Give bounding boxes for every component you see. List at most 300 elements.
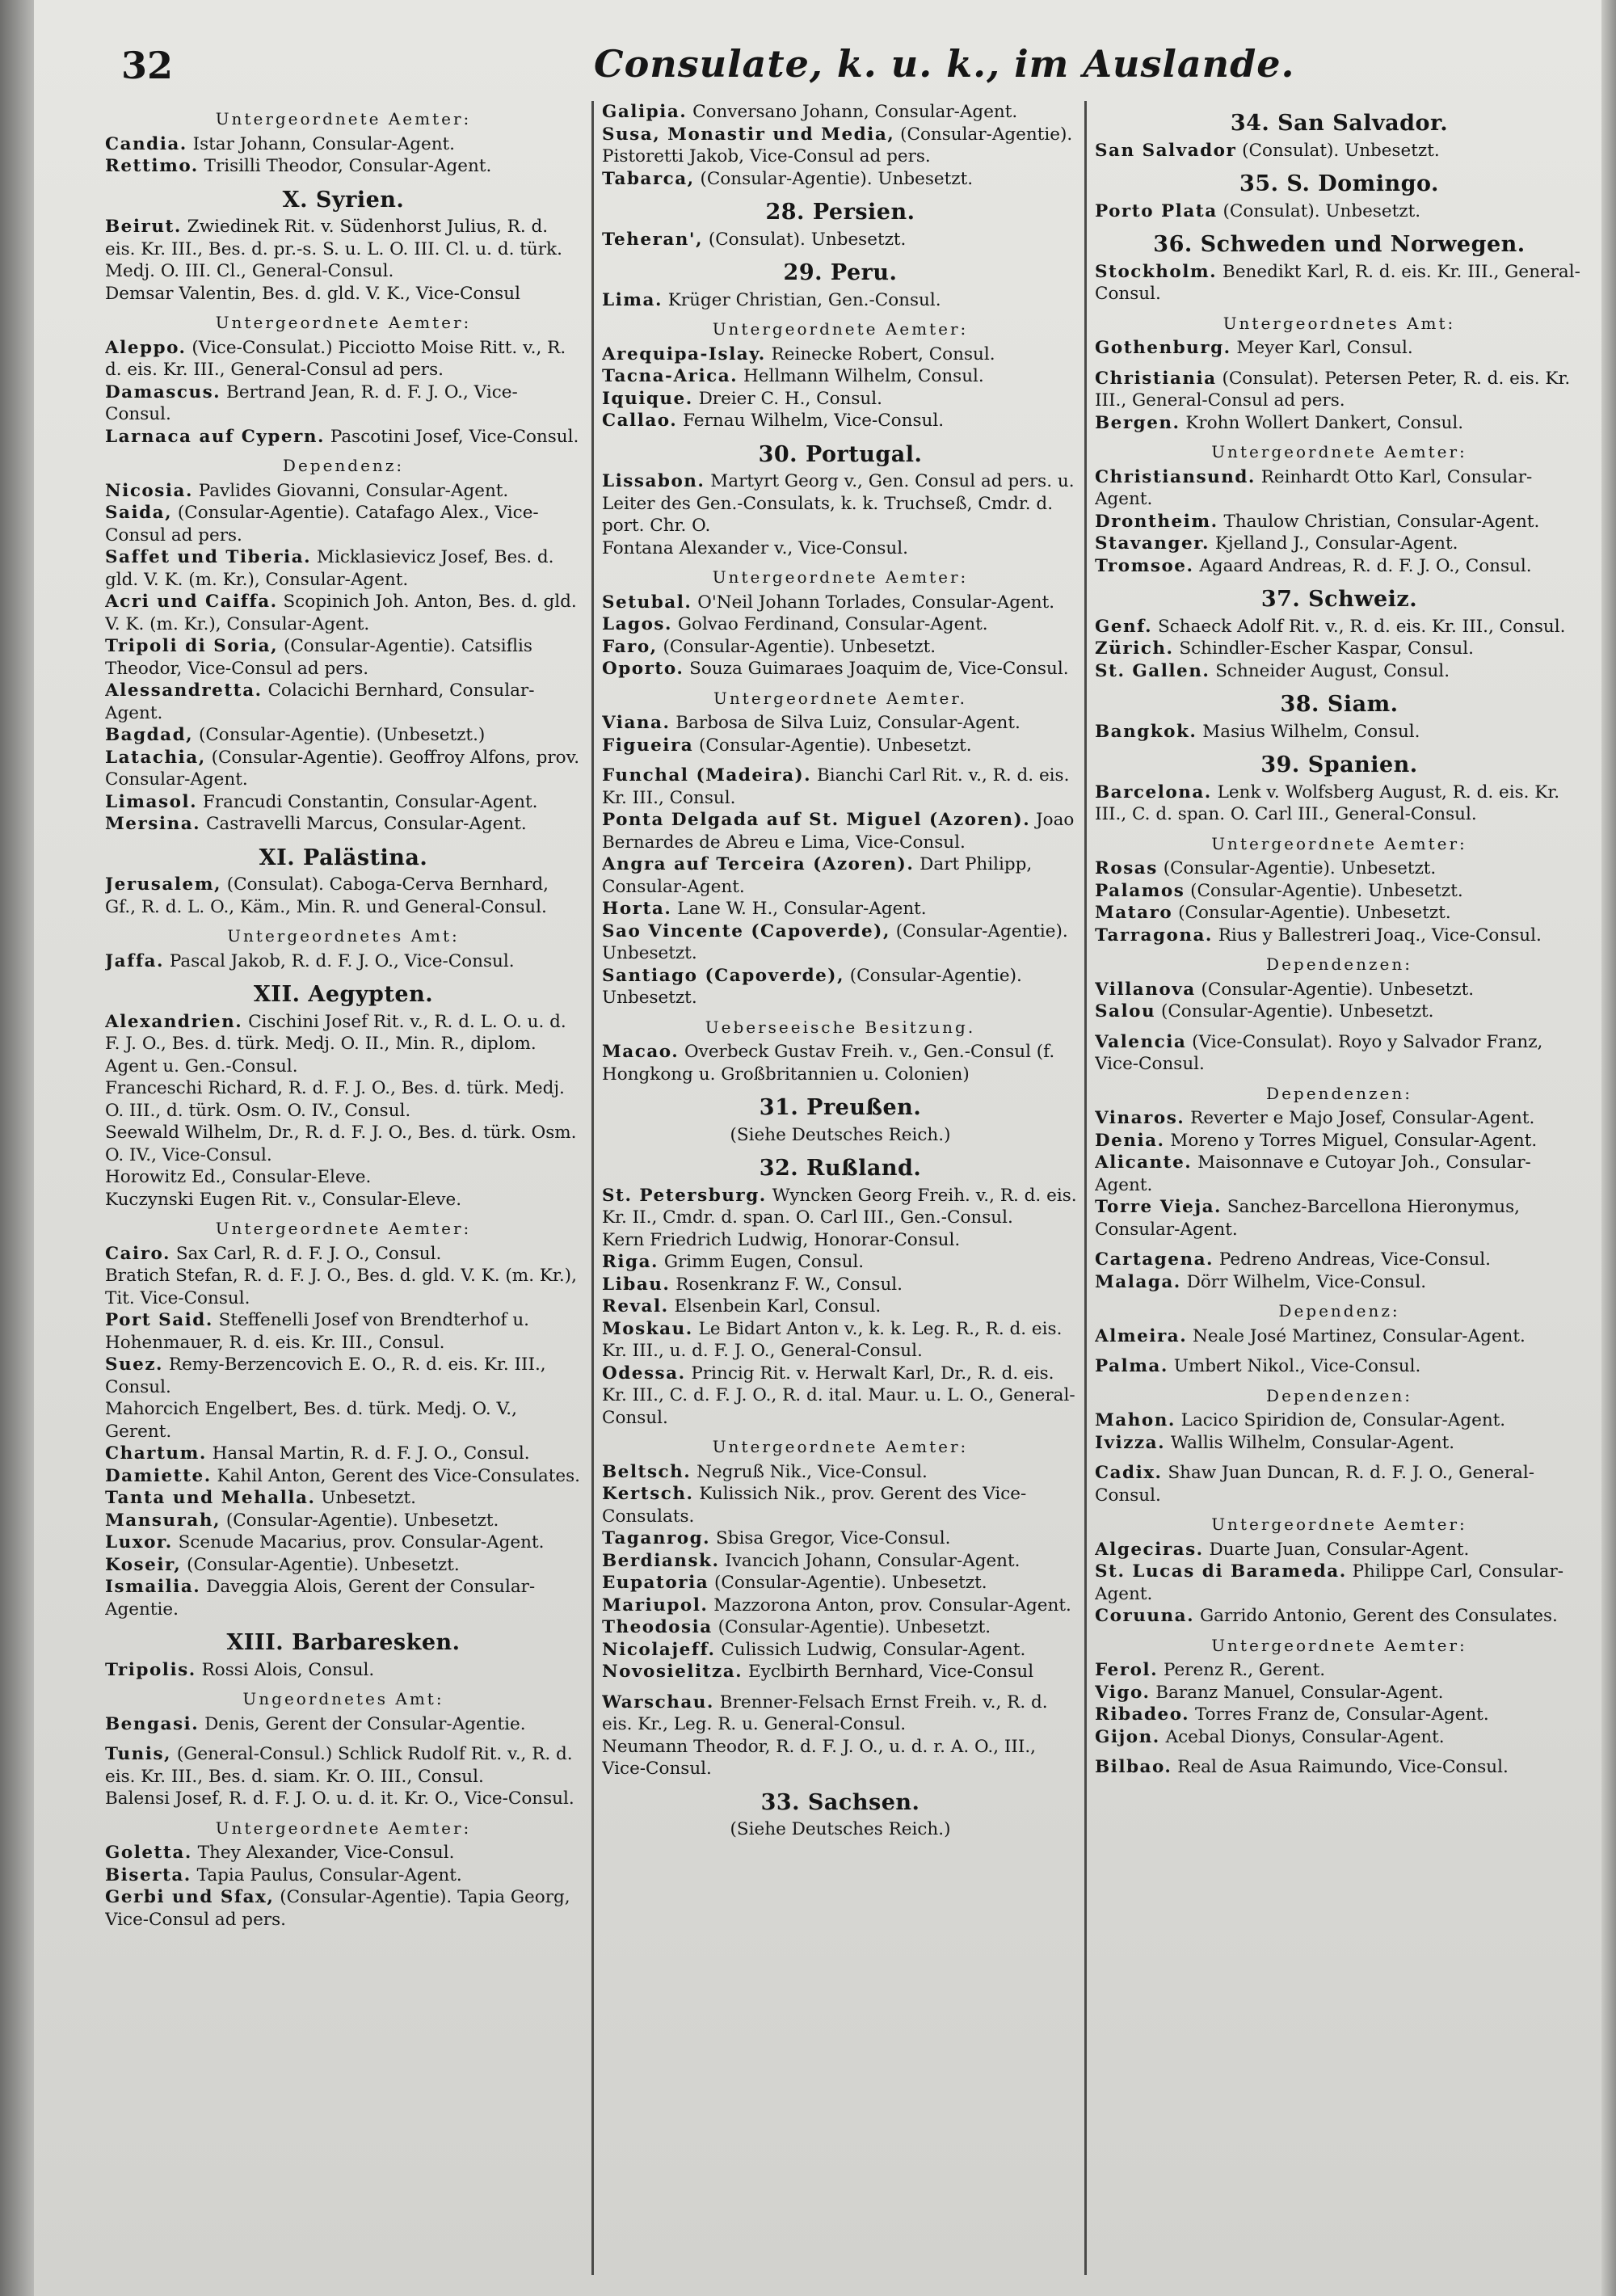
entry-place: Latachia,	[105, 747, 206, 768]
spacer	[1095, 1748, 1584, 1756]
entry-text: Wallis Wilhelm, Consular-Agent.	[1170, 1432, 1455, 1453]
entry-text: Kjelland J., Consular-Agent.	[1214, 533, 1458, 554]
directory-entry	[602, 1229, 1079, 1252]
entry-text: (Consular-Agentie). Catsiflis Theodor, Vice-Consul ad pers.	[105, 636, 532, 679]
directory-entry	[602, 809, 1079, 853]
directory-entry	[105, 680, 582, 724]
spacer	[105, 1735, 582, 1743]
entry-place: Faro,	[602, 636, 658, 657]
entry-place: Tarragona.	[1095, 925, 1213, 946]
directory-entry	[602, 1274, 1079, 1296]
entry-text: Lane W. H., Consular-Agent.	[677, 899, 927, 919]
entry-text: (Consulat). Unbesetzt.	[1223, 200, 1421, 221]
directory-entry	[602, 1572, 1079, 1595]
entry-text: Schaeck Adolf Rit. v., R. d. eis. Kr. III., Consul.	[1157, 616, 1566, 637]
entry-place: Eupatoria	[602, 1573, 709, 1593]
entry-text: Kuczynski Eugen Rit. v., Consular-Eleve.	[105, 1189, 462, 1210]
directory-entry	[602, 1691, 1079, 1736]
entry-text: Wyncken Georg Freih. v., R. d. eis. Kr. II., Cmdr. d. span. O. Carl III., Gen.-Consul.	[602, 1185, 1077, 1228]
entry-text: Overbeck Gustav Freih. v., Gen.-Consul (f. Hongkong u. Großbritannien u. Colonien)	[602, 1042, 1055, 1085]
entry-text: (Consular-Agentie). Unbesetzt.	[602, 965, 1022, 1008]
entry-place: Tripolis.	[105, 1659, 196, 1680]
entry-place: Alicante.	[1095, 1152, 1193, 1173]
directory-entry	[1095, 555, 1584, 578]
entry-place: Angra auf Terceira (Azoren).	[602, 854, 915, 874]
directory-entry	[105, 747, 582, 791]
entry-place: Damiette.	[105, 1465, 212, 1486]
entry-text: Daveggia Alois, Gerent der Consular-Agentie.	[105, 1577, 536, 1620]
entry-place: Tacna-Arica.	[602, 366, 739, 386]
cross-reference-note: (Siehe Deutsches Reich.)	[730, 1819, 951, 1839]
directory-entry	[1095, 721, 1584, 744]
entry-text: Garrido Antonio, Gerent des Consulates.	[1199, 1606, 1558, 1626]
section-heading: 31. Preußen.	[759, 1095, 922, 1120]
directory-entry	[1095, 1561, 1584, 1605]
entry-text: Pascal Jakob, R. d. F. J. O., Vice-Consul.	[169, 950, 515, 971]
directory-entry	[1095, 466, 1584, 511]
entry-text: (Consular-Agentie). Unbesetzt.	[714, 1573, 987, 1593]
directory-entry	[105, 1886, 582, 1931]
entry-text: Torres Franz de, Consular-Agent.	[1195, 1704, 1489, 1725]
directory-entry	[105, 1743, 582, 1788]
directory-entry	[105, 1265, 582, 1309]
entry-place: Nicolajeff.	[602, 1639, 716, 1660]
entry-text: (Consulat). Unbesetzt.	[708, 229, 907, 250]
entry-text: Tapia Paulus, Consular-Agent.	[196, 1864, 462, 1885]
entry-place: Nicosia.	[105, 480, 193, 501]
entry-text: (Consular-Agentie). Unbesetzt.	[1163, 858, 1437, 878]
entry-text: (Vice-Consulat.) Picciotto Moise Ritt. v., R. d. eis. Kr. III., General-Consul ad pers.	[105, 337, 566, 380]
column-middle	[602, 101, 1079, 2275]
entry-place: Goletta.	[105, 1843, 192, 1863]
entry-place: Oporto.	[602, 659, 684, 679]
entry-place: Setubal.	[602, 592, 692, 613]
entry-place: Christiansund.	[1095, 466, 1256, 487]
entry-place: Viana.	[602, 713, 671, 733]
entry-text: Ivancich Johann, Consular-Agent.	[725, 1550, 1021, 1571]
entry-place: Alexandrien.	[105, 1011, 243, 1032]
directory-entry	[1095, 1682, 1584, 1704]
section-heading: 30. Portugal.	[758, 441, 923, 467]
entry-text: Benedikt Karl, R. d. eis. Kr. III., General-Consul.	[1095, 261, 1580, 304]
entry-text: Princig Rit. v. Herwalt Karl, Dr., R. d. eis. Kr. III., C. d. F. J. O., R. d. ital. Maur. u. L. O., General-Consul.	[602, 1363, 1075, 1428]
entry-place: Chartum.	[105, 1443, 207, 1464]
entry-place: Lima.	[602, 289, 663, 310]
directory-entry	[105, 1788, 582, 1810]
entry-place: Larnaca auf Cypern.	[105, 426, 326, 447]
entry-place: Damascus.	[105, 381, 221, 402]
directory-entry	[105, 874, 582, 918]
subheading: Ueberseeische Besitzung.	[705, 1017, 976, 1037]
section-heading: 36. Schweden und Norwegen.	[1153, 232, 1526, 257]
entry-place: Mersina.	[105, 814, 201, 834]
subheading: Untergeordnetes Amt:	[1223, 313, 1456, 333]
entry-place: Cartagena.	[1095, 1249, 1214, 1270]
subheading: Untergeordnete Aemter:	[712, 319, 969, 339]
column-divider-left	[591, 101, 594, 2275]
entry-text: Joao Bernardes de Abreu e Lima, Vice-Consul.	[602, 810, 1075, 853]
entry-place: Denia.	[1095, 1130, 1165, 1151]
directory-entry	[602, 470, 1079, 537]
spacer	[1095, 360, 1584, 368]
entry-place: Cairo.	[105, 1243, 170, 1264]
entry-place: Gerbi und Sfax,	[105, 1887, 275, 1907]
directory-entry	[1095, 979, 1584, 1001]
entry-text: Scopinich Joh. Anton, Bes. d. gld. V. K. (m. Kr.), Consular-Agent.	[105, 592, 577, 634]
directory-entry	[105, 1398, 582, 1443]
directory-entry	[105, 283, 582, 305]
entry-text: Hansal Martin, R. d. F. J. O., Consul.	[212, 1443, 530, 1464]
section-heading: 34. San Salvador.	[1230, 111, 1449, 136]
entry-text: O'Neil Johann Torlades, Consular-Agent.	[697, 592, 1055, 613]
subheading: Untergeordnetes Amt:	[227, 926, 460, 946]
entry-text: Masius Wilhelm, Consul.	[1202, 721, 1420, 742]
entry-text: Rius y Ballestreri Joaq., Vice-Consul.	[1218, 925, 1542, 946]
directory-entry	[1095, 1605, 1584, 1628]
entry-place: Almeira.	[1095, 1325, 1188, 1346]
directory-entry	[602, 1639, 1079, 1662]
directory-entry	[105, 1842, 582, 1864]
entry-text: Colacichi Bernhard, Consular-Agent.	[105, 680, 535, 723]
section-heading: 29. Peru.	[783, 260, 898, 285]
entry-text: Reinhardt Otto Karl, Consular-Agent.	[1095, 466, 1533, 509]
entry-text: Barbosa de Silva Luiz, Consular-Agent.	[675, 713, 1021, 733]
directory-entry	[1095, 1249, 1584, 1271]
entry-text: Remy-Berzencovich E. O., R. d. eis. Kr. III., Consul.	[105, 1354, 546, 1397]
entry-place: Tunis,	[105, 1744, 172, 1764]
entry-place: Theodosia	[602, 1617, 713, 1637]
entry-text: (Consulat). Caboga-Cerva Bernhard, Gf., R. d. L. O., Käm., Min. R. und General-Consul.	[105, 874, 549, 917]
directory-entry	[1095, 412, 1584, 435]
directory-entry	[105, 1465, 582, 1488]
directory-entry	[602, 712, 1079, 735]
entry-place: Kertsch.	[602, 1484, 694, 1504]
subheading: Untergeordnete Aemter:	[712, 1437, 969, 1456]
directory-entry	[602, 388, 1079, 411]
subheading: Untergeordnete Aemter:	[215, 1219, 472, 1238]
directory-entry	[105, 1531, 582, 1554]
column-left	[105, 101, 582, 2275]
subheading: Untergeordnete Aemter:	[215, 313, 472, 332]
entry-text: Hellmann Wilhelm, Consul.	[743, 366, 984, 386]
directory-entry	[105, 1122, 582, 1166]
entry-place: Warschau.	[602, 1691, 714, 1713]
entry-place: Vigo.	[1095, 1682, 1151, 1703]
entry-place: Stavanger.	[1095, 533, 1210, 554]
entry-text: Umbert Nikol., Vice-Consul.	[1173, 1356, 1421, 1376]
entry-text: (Consular-Agentie). Unbesetzt.	[187, 1554, 460, 1575]
entry-place: Odessa.	[602, 1363, 686, 1384]
entry-place: Teheran',	[602, 229, 703, 250]
entry-text: Pedreno Andreas, Vice-Consul.	[1218, 1249, 1492, 1270]
directory-entry	[602, 229, 1079, 251]
entry-place: Moskau.	[602, 1318, 693, 1339]
entry-text: Schindler-Escher Kaspar, Consul.	[1179, 638, 1474, 659]
directory-entry	[105, 546, 582, 591]
directory-entry	[1095, 200, 1584, 223]
subheading: Untergeordnete Aemter:	[712, 567, 969, 587]
subheading: Untergeordnete Aemter:	[215, 109, 472, 128]
entry-text: Shaw Juan Duncan, R. d. F. J. O., General-Consul.	[1095, 1463, 1535, 1506]
entry-text: Moreno y Torres Miguel, Consular-Agent.	[1170, 1130, 1538, 1151]
subheading: Dependenz:	[1278, 1301, 1400, 1321]
section-heading: X. Syrien.	[282, 187, 405, 213]
directory-entry	[1095, 1462, 1584, 1506]
entry-place: Port Said.	[105, 1310, 213, 1330]
entry-text: Philippe Carl, Consular-Agent.	[1095, 1561, 1564, 1604]
entry-place: Porto Plata	[1095, 200, 1218, 221]
entry-place: Gothenburg.	[1095, 338, 1231, 358]
entry-place: Jaffa.	[105, 950, 165, 971]
entry-place: Libau.	[602, 1274, 671, 1295]
entry-text: Scenude Macarius, prov. Consular-Agent.	[178, 1532, 545, 1552]
page-header	[121, 36, 1584, 100]
entry-place: Genf.	[1095, 616, 1153, 637]
subheading: Untergeordnete Aemter:	[1211, 833, 1467, 853]
entry-place: Lissabon.	[602, 471, 705, 491]
directory-entry	[1095, 1659, 1584, 1682]
directory-entry	[602, 965, 1079, 1009]
entry-text: Seewald Wilhelm, Dr., R. d. F. J. O., Bes. d. türk. Osm. O. IV., Vice-Consul.	[105, 1123, 577, 1165]
entry-text: Martyrt Georg v., Gen. Consul ad pers. u. Leiter des Gen.-Consulats, k. k. Truchseß, Cmdr. d. port. Chr. O.	[602, 471, 1075, 536]
entry-text: Dart Philipp, Consular-Agent.	[602, 854, 1033, 897]
entry-place: Santiago (Capoverde),	[602, 965, 844, 986]
entry-text: Franceschi Richard, R. d. F. J. O., Bes. d. türk. Medj. O. III., d. türk. Osm. O. IV., Consul.	[105, 1078, 565, 1121]
entry-text: Neale José Martinez, Consular-Agent.	[1193, 1325, 1526, 1346]
directory-entry	[1095, 925, 1584, 947]
entry-place: Bangkok.	[1095, 721, 1197, 742]
directory-entry	[105, 1443, 582, 1465]
entry-text: (Consulat). Petersen Peter, R. d. eis. Kr. III., General-Consul ad pers.	[1095, 368, 1571, 411]
entry-text: Conversano Johann, Consular-Agent.	[692, 102, 1018, 122]
entry-place: Cadix.	[1095, 1463, 1163, 1483]
directory-entry	[1095, 1756, 1584, 1779]
entry-text: Le Bidart Anton v., k. k. Leg. R., R. d. eis. Kr. III., u. d. F. J. O., General-Consul.	[602, 1318, 1063, 1361]
directory-entry	[1095, 533, 1584, 555]
entry-text: Kulissich Nik., prov. Gerent des Vice-Consulats.	[602, 1484, 1027, 1527]
entry-place: Torre Vieja.	[1095, 1197, 1223, 1217]
entry-text: Dreier C. H., Consul.	[698, 388, 882, 409]
entry-text: (General-Consul.) Schlick Rudolf Rit. v., R. d. eis. Kr. III., Bes. d. siam. Kr. O. III., Consul.	[105, 1744, 573, 1787]
directory-entry	[602, 1595, 1079, 1617]
directory-entry	[1095, 511, 1584, 533]
entry-place: Palamos	[1095, 880, 1185, 901]
entry-text: Grimm Eugen, Consul.	[663, 1252, 865, 1272]
entry-text: Horowitz Ed., Consular-Eleve.	[105, 1167, 372, 1187]
entry-place: Barcelona.	[1095, 781, 1212, 803]
directory-entry	[1095, 857, 1584, 880]
entry-text: Meyer Karl, Consul.	[1236, 338, 1413, 358]
entry-place: Bilbao.	[1095, 1757, 1172, 1777]
subheading: Untergeordnete Aemter:	[1211, 1515, 1467, 1534]
directory-entry	[602, 898, 1079, 921]
directory-entry	[105, 1309, 582, 1354]
entry-text: Cischini Josef Rit. v., R. d. L. O. u. d. F. J. O., Bes. d. türk. Medj. O. II., Min. R., diplom. Agent u. Gen.-Consul.	[105, 1011, 566, 1076]
section-heading: XIII. Barbaresken.	[226, 1630, 461, 1655]
entry-text: Brenner-Felsach Ernst Freih. v., R. d. eis. Kr., Leg. R. u. General-Consul.	[602, 1691, 1048, 1734]
spacer	[1095, 1241, 1584, 1249]
entry-text: Kahil Anton, Gerent des Vice-Consulates.	[217, 1465, 581, 1486]
entry-text: Pascotini Josef, Vice-Consul.	[330, 426, 579, 447]
directory-entry	[602, 853, 1079, 898]
entry-text: Rossi Alois, Consul.	[201, 1659, 375, 1680]
directory-entry	[602, 1483, 1079, 1527]
directory-entry	[602, 613, 1079, 636]
entry-place: Riga.	[602, 1252, 659, 1272]
directory-entry	[1095, 1539, 1584, 1561]
directory-entry	[602, 365, 1079, 388]
entry-text: Neumann Theodor, R. d. F. J. O., u. d. r. A. O., III., Vice-Consul.	[602, 1736, 1037, 1779]
entry-text: Castravelli Marcus, Consular-Agent.	[205, 814, 527, 834]
entry-place: Vinaros.	[1095, 1108, 1185, 1128]
directory-entry	[602, 1363, 1079, 1430]
entry-text: Agaard Andreas, R. d. F. J. O., Consul.	[1199, 555, 1532, 576]
entry-text: Lenk v. Wolfsberg August, R. d. eis. Kr. III., C. d. span. O. Carl III., General-Consul.	[1095, 781, 1560, 824]
spacer	[1095, 1347, 1584, 1355]
directory-entry	[105, 1354, 582, 1398]
page-title: Consulate, k. u. k., im Auslande.	[594, 42, 1295, 86]
entry-place: Valencia	[1095, 1031, 1187, 1052]
directory-entry	[105, 635, 582, 680]
directory-entry	[105, 591, 582, 635]
directory-entry	[602, 1251, 1079, 1274]
directory-entry	[105, 791, 582, 814]
spacer	[602, 756, 1079, 765]
entry-place: Biserta.	[105, 1864, 191, 1885]
entry-place: Mahon.	[1095, 1410, 1176, 1430]
directory-entry	[602, 168, 1079, 191]
entry-place: Novosielitza.	[602, 1662, 743, 1682]
spacer	[1095, 1023, 1584, 1031]
entry-place: Bergen.	[1095, 412, 1180, 433]
page-right-edge	[1601, 0, 1616, 2296]
entry-text: Thaulow Christian, Consular-Agent.	[1223, 511, 1540, 532]
directory-entry	[1095, 660, 1584, 683]
entry-text: Micklasievicz Josef, Bes. d. gld. V. K. (m. Kr.), Consular-Agent.	[105, 547, 554, 590]
section-heading: 35. S. Domingo.	[1239, 171, 1439, 196]
entry-place: Limasol.	[105, 791, 198, 812]
entry-place: Funchal (Madeira).	[602, 765, 812, 786]
directory-entry	[1095, 1355, 1584, 1378]
entry-text: Mazzorona Anton, prov. Consular-Agent.	[713, 1595, 1071, 1616]
directory-entry	[602, 1041, 1079, 1085]
directory-entry	[602, 735, 1079, 757]
directory-entry	[1095, 616, 1584, 638]
directory-entry	[105, 216, 582, 283]
entry-text: (Consular-Agentie). Unbesetzt.	[1178, 903, 1451, 923]
entry-place: Rosas	[1095, 858, 1158, 878]
entry-place: St. Petersburg.	[602, 1185, 767, 1206]
section-heading: 39. Spanien.	[1260, 752, 1418, 777]
page-left-edge-shadow	[0, 0, 34, 2296]
spacer	[602, 1683, 1079, 1691]
entry-place: Beltsch.	[602, 1461, 692, 1482]
entry-place: Ponta Delgada auf St. Miguel (Azoren).	[602, 810, 1031, 830]
entry-text: Fontana Alexander v., Vice-Consul.	[602, 537, 908, 558]
entry-place: Ismailia.	[105, 1577, 201, 1597]
entry-place: Ivizza.	[1095, 1432, 1166, 1453]
directory-entry	[105, 1189, 582, 1211]
directory-entry	[602, 101, 1079, 124]
directory-entry	[105, 1487, 582, 1510]
entry-text: Krüger Christian, Gen.-Consul.	[667, 289, 941, 310]
entry-place: Luxor.	[105, 1532, 173, 1552]
entry-text: Krohn Wollert Dankert, Consul.	[1185, 412, 1464, 433]
entry-text: Fernau Wilhelm, Vice-Consul.	[683, 411, 945, 431]
entry-text: (Consulat). Unbesetzt.	[1242, 140, 1440, 161]
spacer	[1095, 1454, 1584, 1462]
entry-text: (Consular-Agentie). Geoffroy Alfons, prov. Consular-Agent.	[105, 747, 580, 790]
entry-place: Acri und Caiffa.	[105, 592, 278, 612]
directory-entry	[602, 1295, 1079, 1318]
entry-text: They Alexander, Vice-Consul.	[197, 1843, 455, 1863]
directory-entry	[1095, 902, 1584, 925]
entry-text: Bianchi Carl Rit. v., R. d. eis. Kr. III., Consul.	[602, 765, 1070, 808]
directory-entry	[602, 1550, 1079, 1573]
directory-entry	[1095, 337, 1584, 360]
entry-place: Coruuna.	[1095, 1606, 1195, 1626]
directory-entry	[602, 1527, 1079, 1550]
entry-text: Souza Guimaraes Joaquim de, Vice-Consul.	[689, 659, 1069, 679]
column-divider-right	[1084, 101, 1087, 2275]
entry-place: Zürich.	[1095, 638, 1174, 659]
entry-text: Negruß Nik., Vice-Consul.	[696, 1461, 928, 1482]
entry-text: Maisonnave e Cutoyar Joh., Consular-Agent.	[1095, 1152, 1531, 1195]
directory-entry	[105, 502, 582, 546]
entry-place: Ribadeo.	[1095, 1704, 1190, 1725]
entry-place: Stockholm.	[1095, 261, 1218, 282]
entry-place: Horta.	[602, 899, 672, 919]
entry-place: Mansurah,	[105, 1510, 221, 1531]
directory-entry	[1095, 1271, 1584, 1294]
entry-text: Istar Johann, Consular-Agent.	[192, 133, 456, 154]
section-heading: 28. Persien.	[765, 200, 915, 225]
section-heading: XII. Aegypten.	[253, 982, 434, 1007]
directory-entry	[1095, 781, 1584, 826]
directory-entry	[1095, 1196, 1584, 1241]
entry-text: (Consular-Agentie). Tapia Georg, Vice-Consul ad pers.	[105, 1887, 570, 1930]
entry-text: Dörr Wilhelm, Vice-Consul.	[1186, 1271, 1427, 1292]
entry-place: Saffet und Tiberia.	[105, 547, 312, 567]
directory-entry	[602, 124, 1079, 168]
entry-place: Bagdad,	[105, 725, 194, 745]
text-columns	[105, 101, 1584, 2275]
entry-text: Demsar Valentin, Bes. d. gld. V. K., Vice-Consul	[105, 283, 520, 304]
directory-entry	[602, 1616, 1079, 1639]
entry-text: Elsenbein Karl, Consul.	[674, 1296, 882, 1317]
entry-place: Callao.	[602, 411, 678, 431]
directory-entry	[1095, 368, 1584, 412]
entry-place: Galipia.	[602, 102, 688, 122]
subheading: Ungeordnetes Amt:	[242, 1689, 444, 1708]
entry-text: Reinecke Robert, Consul.	[771, 343, 995, 364]
directory-entry	[1095, 638, 1584, 660]
entry-text: Perenz R., Gerent.	[1163, 1660, 1326, 1680]
entry-text: Lacico Spiridion de, Consular-Agent.	[1180, 1410, 1506, 1430]
entry-text: Golvao Ferdinand, Consular-Agent.	[677, 614, 988, 634]
entry-text: (Consular-Agentie). Unbesetzt.	[700, 168, 974, 189]
entry-text: Bertrand Jean, R. d. F. J. O., Vice-Consul.	[105, 381, 518, 424]
entry-place: Tromsoe.	[1095, 555, 1194, 576]
directory-entry	[105, 724, 582, 747]
entry-place: Ferol.	[1095, 1660, 1159, 1680]
directory-entry	[1095, 1432, 1584, 1455]
directory-entry	[602, 1461, 1079, 1484]
entry-text: Sbisa Gregor, Vice-Consul.	[716, 1528, 951, 1548]
entry-place: Palma.	[1095, 1356, 1168, 1376]
entry-place: Tanta und Mehalla.	[105, 1488, 316, 1508]
entry-text: Balensi Josef, R. d. F. J. O. u. d. it. Kr. O., Vice-Consul.	[105, 1788, 574, 1809]
